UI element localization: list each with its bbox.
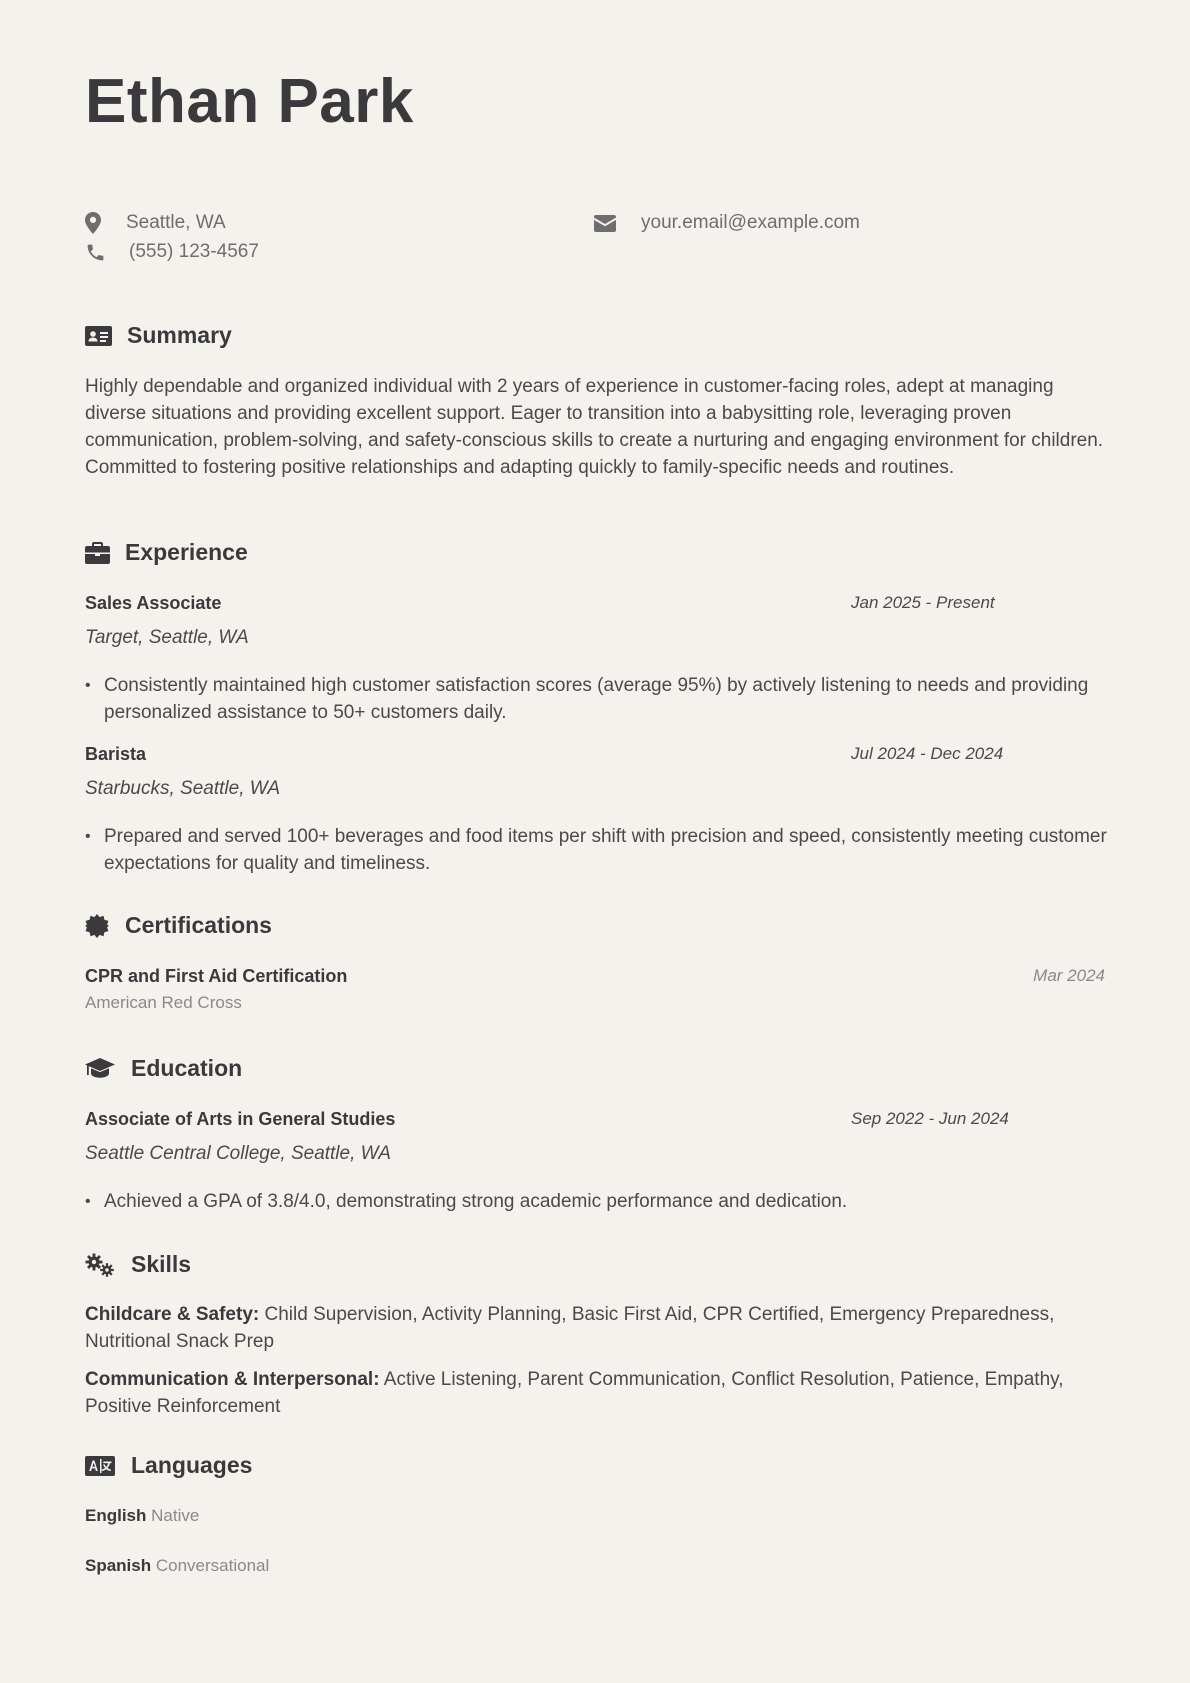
certifications-title: Certifications — [125, 912, 272, 938]
languages-title: Languages — [131, 1452, 253, 1478]
skill-category: Communication & Interpersonal: — [85, 1369, 380, 1390]
skill-items: Active Listening, Parent Communication, Conflict Resolution, Patience, Empathy, Positive Reinforcement — [85, 1369, 1064, 1417]
graduation-cap-icon — [85, 1058, 115, 1080]
job-employer: Target, Seattle, WA — [85, 627, 249, 648]
phone-text: (555) 123-4567 — [129, 241, 259, 262]
skills-title: Skills — [131, 1251, 192, 1277]
phone-icon — [85, 242, 106, 263]
experience-title: Experience — [125, 539, 248, 565]
experience-heading — [85, 539, 248, 566]
skills-heading — [85, 1251, 191, 1278]
certifications-heading — [85, 912, 272, 939]
job-dates: Jul 2024 - Dec 2024 — [851, 744, 1004, 763]
contact-email — [594, 212, 860, 234]
language-level: Conversational — [155, 1556, 270, 1575]
certification-issuer: American Red Cross — [85, 993, 242, 1012]
summary-text: Highly dependable and organized individual with 2 years of experience in customer-facing roles, adept at managing diverse situations and providing excellent support. Eager to transition into a babysitting role, leveraging proven communication, problem-solving, and safety-conscious skills to create a nurturing and engaging environment for children. Committed to fostering positive relationships and adapting quickly to family-specific needs and routines. — [85, 376, 1104, 478]
location-text: Seattle, WA — [126, 212, 226, 233]
job-bullet: • Prepared and served 100+ beverages and food items per shift with precision and speed, consistently meeting customer expectations for quality and timeliness. — [85, 823, 1124, 877]
map-pin-icon — [85, 212, 101, 234]
education-bullet: • Achieved a GPA of 3.8/4.0, demonstrating strong academic performance and dedication. — [85, 1188, 1124, 1215]
skill-items: Child Supervision, Activity Planning, Basic First Aid, CPR Certified, Emergency Preparedness, Nutritional Snack Prep — [85, 1304, 1055, 1352]
language-icon — [85, 1456, 115, 1476]
languages-heading — [85, 1452, 252, 1479]
gears-icon — [85, 1253, 115, 1277]
certification-date: Mar 2024 — [1033, 966, 1105, 985]
envelope-icon — [594, 215, 616, 232]
education-title: Education — [131, 1055, 243, 1081]
education-dates: Sep 2022 - Jun 2024 — [851, 1109, 1009, 1128]
school-name: Seattle Central College, Seattle, WA — [85, 1143, 391, 1164]
email-text: your.email@example.com — [641, 212, 860, 233]
contact-location — [85, 212, 226, 234]
language-entry — [85, 1556, 269, 1576]
job-title: Sales Associate — [85, 593, 222, 613]
certificate-seal-icon — [85, 914, 109, 938]
skill-group — [85, 1366, 1115, 1420]
language-name: Spanish — [85, 1556, 152, 1575]
job-title: Barista — [85, 744, 147, 764]
candidate-name: Ethan Park — [85, 67, 414, 136]
language-level: Native — [151, 1506, 200, 1525]
job-dates: Jan 2025 - Present — [851, 593, 995, 612]
id-card-icon — [85, 326, 112, 346]
job-employer: Starbucks, Seattle, WA — [85, 778, 281, 799]
summary-title: Summary — [127, 322, 232, 348]
education-heading — [85, 1055, 242, 1082]
contact-phone — [85, 241, 259, 263]
job-bullet: • Consistently maintained high customer satisfaction scores (average 95%) by actively listening to needs and providing personalized assistance to 50+ customers daily. — [85, 672, 1124, 726]
summary-heading — [85, 322, 232, 349]
skill-group — [85, 1301, 1115, 1355]
certification-title: CPR and First Aid Certification — [85, 966, 348, 986]
degree-title: Associate of Arts in General Studies — [85, 1109, 396, 1129]
language-entry — [85, 1506, 199, 1526]
skill-category: Childcare & Safety: — [85, 1304, 260, 1325]
language-name: English — [85, 1506, 147, 1525]
briefcase-icon — [85, 542, 110, 564]
